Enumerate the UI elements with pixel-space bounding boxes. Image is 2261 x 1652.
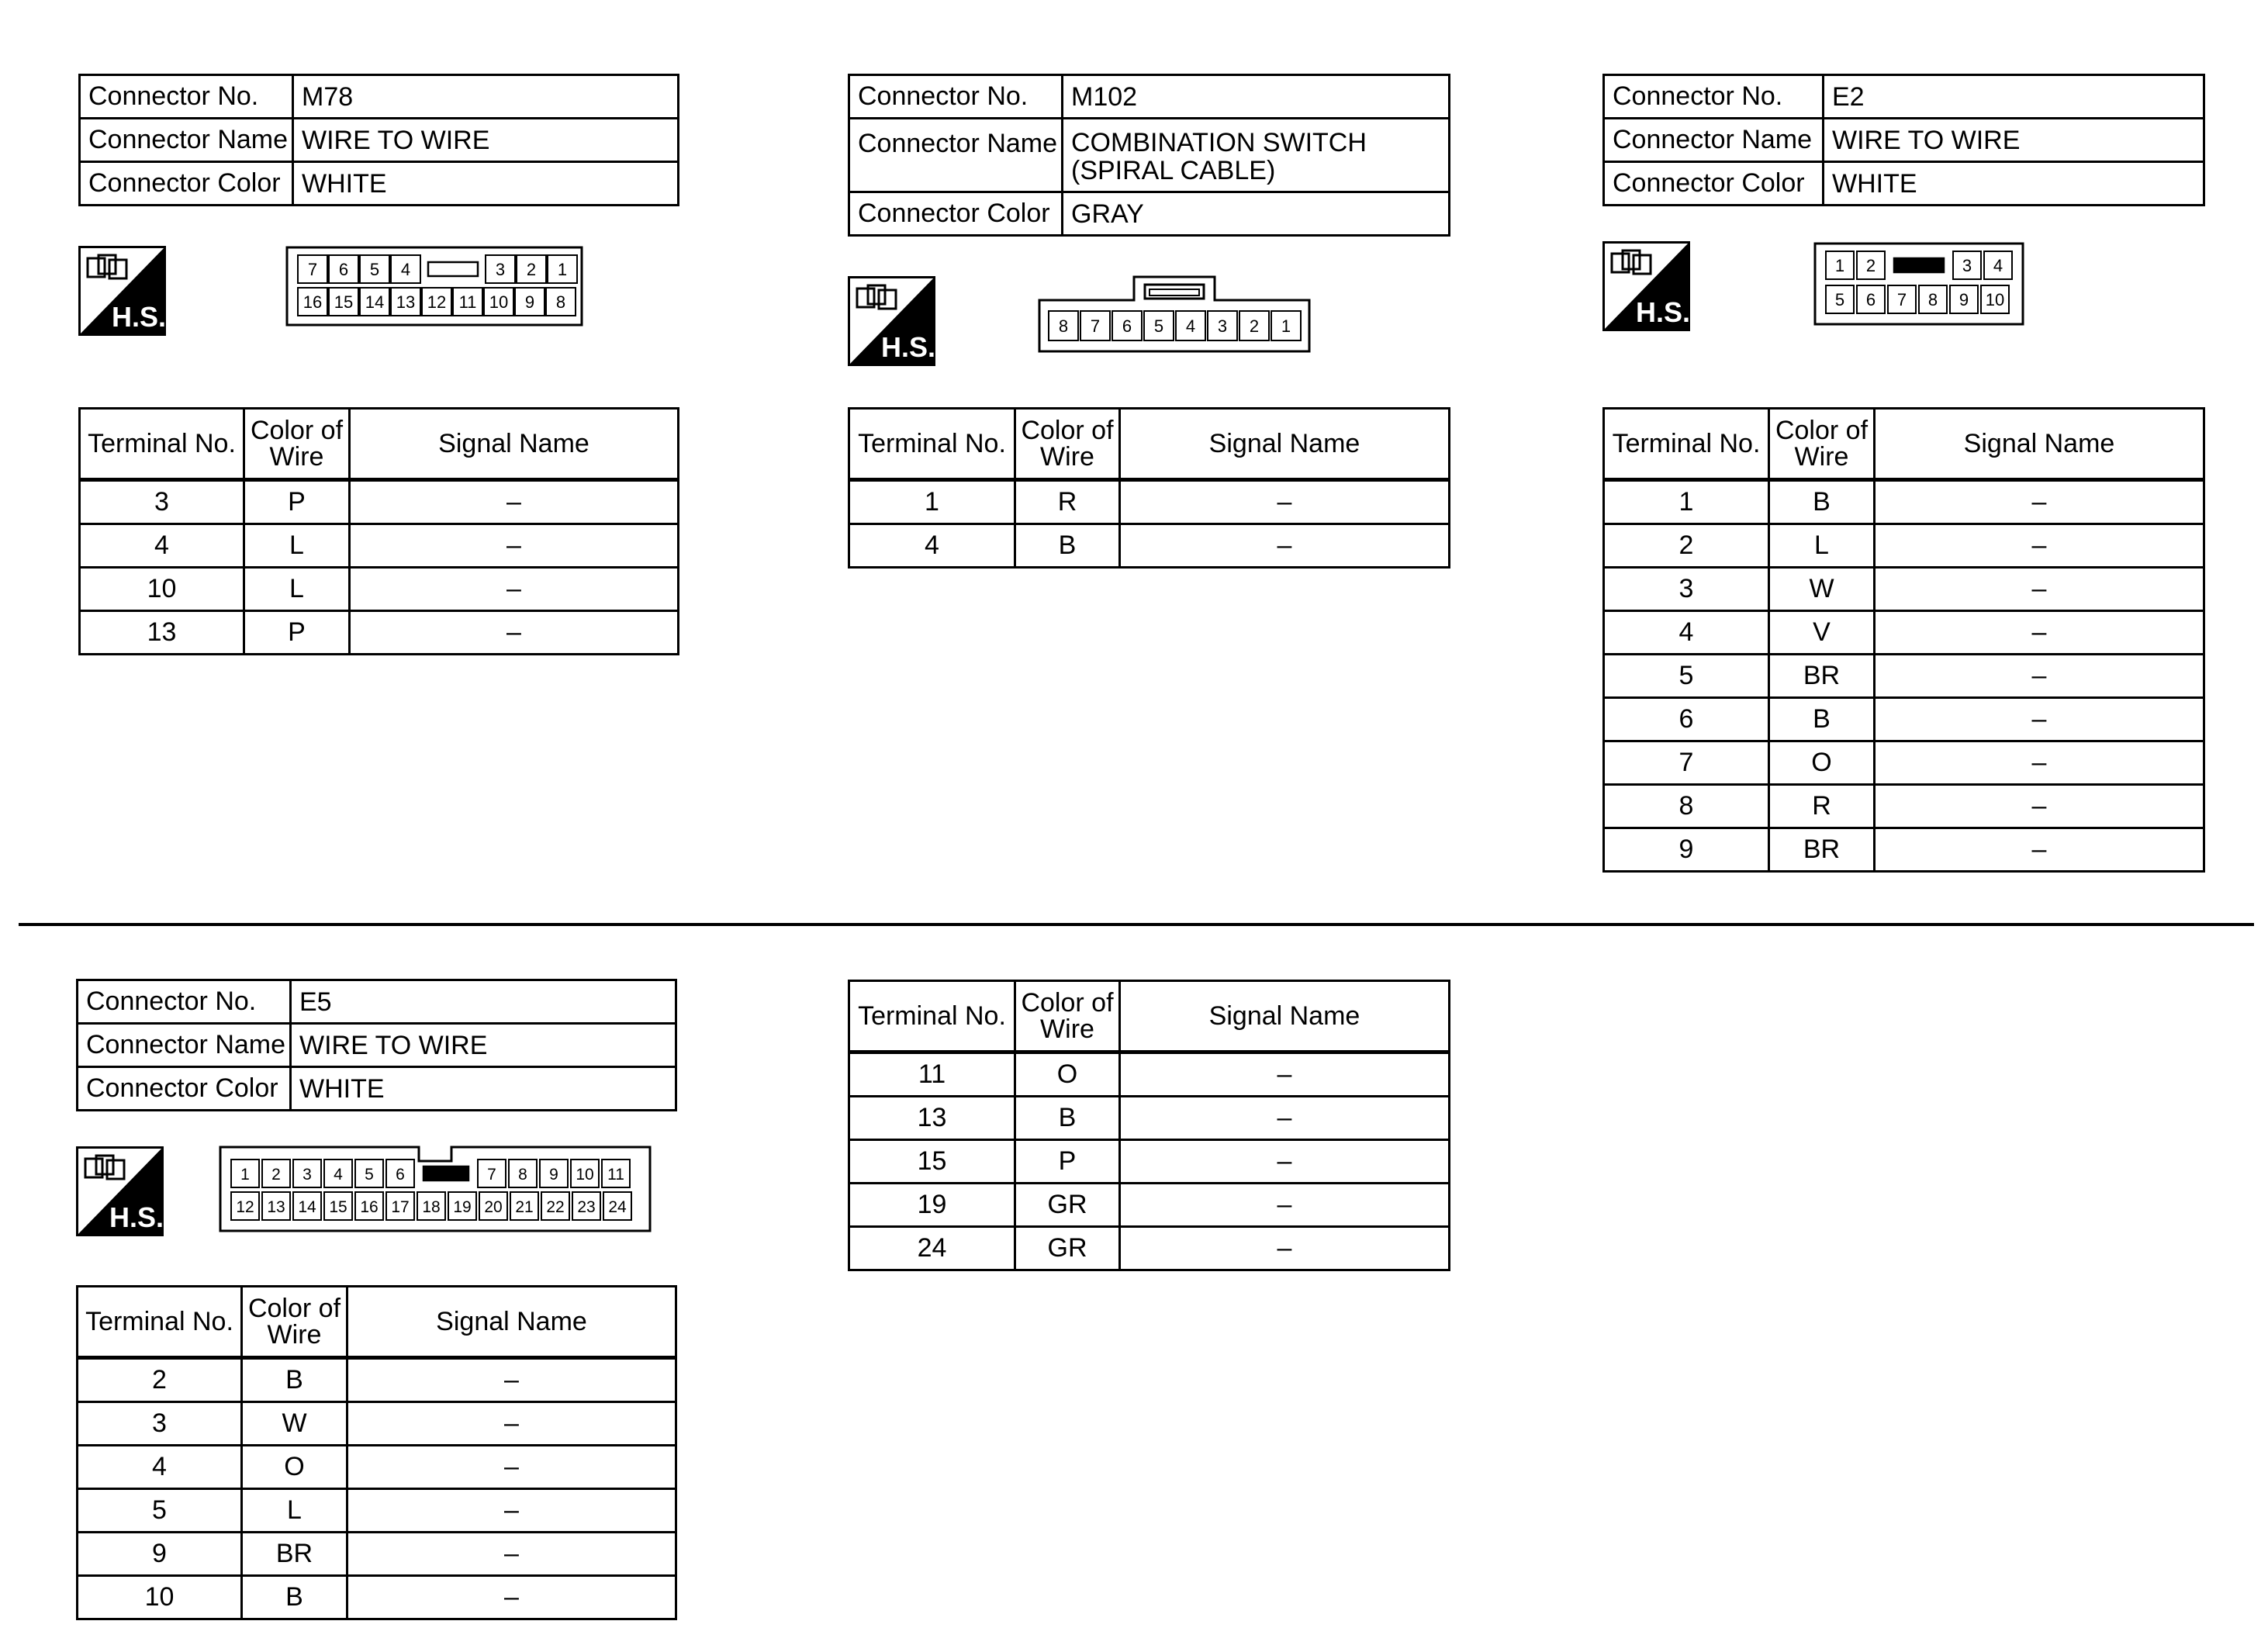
- pin-number: 12: [427, 292, 447, 312]
- signal-name-cell: –: [1875, 655, 2204, 698]
- wire-color-cell: GR: [1015, 1227, 1120, 1270]
- label-connector-name: Connector Name: [80, 119, 293, 162]
- label-connector-no: Connector No.: [78, 980, 291, 1024]
- pin-number: 5: [1153, 316, 1164, 336]
- pin-number: 22: [546, 1198, 565, 1216]
- pin-number: 4: [1993, 256, 2003, 275]
- table-row: [1604, 524, 2204, 568]
- signal-name-cell: –: [350, 480, 679, 524]
- wire-color-cell: BR: [1769, 655, 1875, 698]
- header-terminal-no: Terminal No.: [849, 981, 1015, 1052]
- wire-color-cell: P: [244, 480, 350, 524]
- wire-color-cell: V: [1769, 611, 1875, 655]
- pin-number: 18: [422, 1198, 441, 1216]
- signal-name-cell: –: [1120, 524, 1450, 568]
- table-row: [1604, 785, 2204, 828]
- header-signal-name: Signal Name: [1875, 409, 2204, 480]
- connector-no-value: E5: [291, 980, 676, 1024]
- table-row: [80, 480, 679, 524]
- pin-number: 2: [271, 1166, 281, 1184]
- pin-number: 1: [557, 260, 568, 279]
- signal-name-cell: –: [347, 1402, 676, 1446]
- table-row: [849, 1140, 1450, 1184]
- pin-number: 7: [1090, 316, 1101, 336]
- wire-color-cell: L: [244, 568, 350, 611]
- table-row: [1604, 828, 2204, 872]
- terminal-no-cell: 9: [1604, 828, 1769, 872]
- wire-color-cell: W: [1769, 568, 1875, 611]
- wire-color-cell: B: [1769, 480, 1875, 524]
- table-row: [849, 524, 1450, 568]
- signal-name-cell: –: [347, 1489, 676, 1533]
- wire-color-cell: P: [244, 611, 350, 655]
- signal-name-cell: –: [347, 1358, 676, 1402]
- pin-number: 24: [608, 1198, 627, 1216]
- table-row: [1604, 698, 2204, 741]
- pin-number: 13: [267, 1198, 285, 1216]
- connector-m102-info: [848, 74, 1450, 237]
- terminal-no-cell: 3: [1604, 568, 1769, 611]
- pin-number: 6: [338, 260, 349, 279]
- pin-number: 2: [1249, 316, 1260, 336]
- pin-number: 10: [489, 292, 509, 312]
- wire-color-cell: B: [1015, 1097, 1120, 1140]
- header-color-of-wire: Color of Wire: [1769, 409, 1875, 480]
- wire-color-cell: R: [1015, 480, 1120, 524]
- pin-number: 6: [1122, 316, 1132, 336]
- hs-label: H.S.: [880, 331, 935, 363]
- terminal-no-cell: 5: [1604, 655, 1769, 698]
- wire-color-cell: O: [1769, 741, 1875, 785]
- signal-name-cell: –: [350, 568, 679, 611]
- header-color-of-wire: Color of Wire: [1015, 981, 1120, 1052]
- harness-side-icon: [1602, 241, 1690, 331]
- signal-name-cell: –: [1875, 741, 2204, 785]
- terminal-no-cell: 13: [849, 1097, 1015, 1140]
- label-connector-name: Connector Name: [849, 119, 1063, 192]
- pin-number: 11: [458, 292, 477, 312]
- pin-number: 8: [1927, 290, 1938, 309]
- signal-name-cell: –: [347, 1533, 676, 1576]
- pin-number: 23: [577, 1198, 596, 1216]
- wire-color-cell: BR: [242, 1533, 347, 1576]
- connector-face-e5: [219, 1146, 652, 1232]
- pin-number: 17: [391, 1198, 410, 1216]
- pin-number: 3: [1217, 316, 1228, 336]
- pin-number: 15: [329, 1198, 347, 1216]
- terminal-no-cell: 3: [80, 480, 244, 524]
- signal-name-cell: –: [1875, 698, 2204, 741]
- pin-number: 7: [487, 1166, 496, 1184]
- table-row: [80, 568, 679, 611]
- header-color-of-wire: Color of Wire: [244, 409, 350, 480]
- terminal-table-m78: [78, 407, 679, 655]
- pin-number: 5: [1834, 290, 1845, 309]
- wire-color-cell: W: [242, 1402, 347, 1446]
- signal-name-cell: –: [1875, 480, 2204, 524]
- wire-color-cell: B: [242, 1358, 347, 1402]
- pin-number: 11: [607, 1166, 624, 1184]
- terminal-no-cell: 3: [78, 1402, 242, 1446]
- pin-number: 16: [303, 292, 323, 312]
- label-connector-name: Connector Name: [78, 1024, 291, 1067]
- terminal-table-e5-continued: [848, 980, 1450, 1271]
- header-signal-name: Signal Name: [350, 409, 679, 480]
- connector-no-value: M102: [1063, 75, 1450, 119]
- pin-number: 3: [495, 260, 506, 279]
- connector-face-m102: [1038, 275, 1311, 353]
- pin-number: 3: [1962, 256, 1972, 275]
- label-connector-color: Connector Color: [1604, 162, 1824, 206]
- header-terminal-no: Terminal No.: [80, 409, 244, 480]
- terminal-no-cell: 5: [78, 1489, 242, 1533]
- connector-color-value: GRAY: [1063, 192, 1450, 236]
- label-connector-no: Connector No.: [849, 75, 1063, 119]
- terminal-no-cell: 10: [78, 1576, 242, 1619]
- pin-number: 14: [298, 1198, 316, 1216]
- pin-number: 2: [1865, 256, 1876, 275]
- terminal-no-cell: 2: [78, 1358, 242, 1402]
- pin-number: 8: [1058, 316, 1069, 336]
- wire-color-cell: L: [242, 1489, 347, 1533]
- table-row: [849, 1184, 1450, 1227]
- table-row: [1604, 480, 2204, 524]
- hs-label: H.S.: [111, 301, 166, 333]
- connector-no-value: M78: [293, 75, 679, 119]
- terminal-no-cell: 11: [849, 1052, 1015, 1097]
- pin-number: 1: [1281, 316, 1291, 336]
- connector-face-e2: [1813, 242, 2024, 326]
- label-connector-no: Connector No.: [1604, 75, 1824, 119]
- signal-name-cell: –: [1875, 568, 2204, 611]
- signal-name-cell: –: [347, 1446, 676, 1489]
- pin-number: 6: [396, 1166, 405, 1184]
- wire-color-cell: B: [1015, 524, 1120, 568]
- terminal-no-cell: 15: [849, 1140, 1015, 1184]
- table-row: [849, 480, 1450, 524]
- terminal-no-cell: 9: [78, 1533, 242, 1576]
- terminal-no-cell: 4: [78, 1446, 242, 1489]
- header-signal-name: Signal Name: [1120, 981, 1450, 1052]
- label-connector-no: Connector No.: [80, 75, 293, 119]
- pin-number: 9: [549, 1166, 558, 1184]
- connector-name-value: WIRE TO WIRE: [291, 1024, 676, 1067]
- pin-number: 20: [484, 1198, 503, 1216]
- signal-name-cell: –: [1875, 524, 2204, 568]
- label-connector-color: Connector Color: [849, 192, 1063, 236]
- pin-number: 4: [1185, 316, 1196, 336]
- connector-name-value: WIRE TO WIRE: [293, 119, 679, 162]
- pin-number: 15: [334, 292, 354, 312]
- table-row: [78, 1576, 676, 1619]
- wire-color-cell: P: [1015, 1140, 1120, 1184]
- table-row: [1604, 568, 2204, 611]
- wire-color-cell: B: [242, 1576, 347, 1619]
- wire-color-cell: BR: [1769, 828, 1875, 872]
- terminal-no-cell: 4: [1604, 611, 1769, 655]
- connector-m78-info: [78, 74, 679, 206]
- terminal-no-cell: 8: [1604, 785, 1769, 828]
- signal-name-cell: –: [1120, 1097, 1450, 1140]
- pin-number: 14: [365, 292, 385, 312]
- pin-number: 21: [515, 1198, 534, 1216]
- hs-label: H.S.: [109, 1201, 164, 1233]
- wire-color-cell: L: [244, 524, 350, 568]
- table-row: [1604, 611, 2204, 655]
- table-row: [78, 1446, 676, 1489]
- terminal-no-cell: 19: [849, 1184, 1015, 1227]
- pin-number: 5: [365, 1166, 374, 1184]
- pin-number: 2: [526, 260, 537, 279]
- signal-name-cell: –: [350, 524, 679, 568]
- table-row: [80, 611, 679, 655]
- pin-number: 4: [400, 260, 411, 279]
- terminal-no-cell: 13: [80, 611, 244, 655]
- harness-side-icon: [78, 246, 166, 336]
- terminal-no-cell: 10: [80, 568, 244, 611]
- table-row: [78, 1533, 676, 1576]
- wire-color-cell: O: [1015, 1052, 1120, 1097]
- table-row: [1604, 741, 2204, 785]
- connector-lock: [428, 262, 478, 276]
- label-connector-color: Connector Color: [78, 1067, 291, 1111]
- connector-color-value: WHITE: [293, 162, 679, 206]
- table-row: [78, 1358, 676, 1402]
- table-row: [78, 1489, 676, 1533]
- pin-number: 4: [334, 1166, 343, 1184]
- connector-no-value: E2: [1824, 75, 2204, 119]
- harness-side-icon: [76, 1146, 164, 1236]
- terminal-no-cell: 1: [1604, 480, 1769, 524]
- header-color-of-wire: Color of Wire: [242, 1287, 347, 1358]
- wire-color-cell: O: [242, 1446, 347, 1489]
- wire-color-cell: L: [1769, 524, 1875, 568]
- connector-name-value: WIRE TO WIRE: [1824, 119, 2204, 162]
- signal-name-cell: –: [1875, 611, 2204, 655]
- table-row: [849, 1052, 1450, 1097]
- pin-number: 16: [360, 1198, 379, 1216]
- section-divider: [19, 923, 2254, 926]
- table-row: [80, 524, 679, 568]
- pin-number: 13: [396, 292, 416, 312]
- connector-e2-info: [1602, 74, 2205, 206]
- pin-number: 1: [240, 1166, 250, 1184]
- connector-lock: [1894, 258, 1944, 272]
- pin-number: 10: [1985, 290, 2005, 309]
- connector-name-value: COMBINATION SWITCH (SPIRAL CABLE): [1063, 119, 1450, 192]
- harness-side-icon: [848, 276, 935, 366]
- pin-number: 7: [1896, 290, 1907, 309]
- signal-name-cell: –: [350, 611, 679, 655]
- signal-name-cell: –: [1875, 785, 2204, 828]
- pin-number: 12: [236, 1198, 254, 1216]
- label-connector-color: Connector Color: [80, 162, 293, 206]
- header-signal-name: Signal Name: [1120, 409, 1450, 480]
- connector-color-value: WHITE: [291, 1067, 676, 1111]
- table-row: [849, 1227, 1450, 1270]
- header-terminal-no: Terminal No.: [849, 409, 1015, 480]
- terminal-no-cell: 6: [1604, 698, 1769, 741]
- signal-name-cell: –: [1875, 828, 2204, 872]
- terminal-table-e5: [76, 1285, 677, 1620]
- terminal-table-m102: [848, 407, 1450, 569]
- pin-number: 9: [1958, 290, 1969, 309]
- pin-number: 3: [303, 1166, 312, 1184]
- pin-number: 8: [518, 1166, 527, 1184]
- header-signal-name: Signal Name: [347, 1287, 676, 1358]
- terminal-no-cell: 2: [1604, 524, 1769, 568]
- pin-number: 6: [1865, 290, 1876, 309]
- wire-color-cell: B: [1769, 698, 1875, 741]
- pin-number: 10: [576, 1166, 594, 1184]
- pin-number: 5: [369, 260, 380, 279]
- header-color-of-wire: Color of Wire: [1015, 409, 1120, 480]
- pin-number: 9: [524, 292, 535, 312]
- table-row: [849, 1097, 1450, 1140]
- signal-name-cell: –: [1120, 1184, 1450, 1227]
- header-terminal-no: Terminal No.: [78, 1287, 242, 1358]
- terminal-no-cell: 7: [1604, 741, 1769, 785]
- pin-number: 8: [555, 292, 566, 312]
- connector-lock: [424, 1166, 468, 1180]
- signal-name-cell: –: [1120, 480, 1450, 524]
- signal-name-cell: –: [347, 1576, 676, 1619]
- terminal-no-cell: 24: [849, 1227, 1015, 1270]
- signal-name-cell: –: [1120, 1052, 1450, 1097]
- terminal-no-cell: 1: [849, 480, 1015, 524]
- wire-color-cell: R: [1769, 785, 1875, 828]
- pin-number: 1: [1834, 256, 1845, 275]
- signal-name-cell: –: [1120, 1140, 1450, 1184]
- table-row: [78, 1402, 676, 1446]
- signal-name-cell: –: [1120, 1227, 1450, 1270]
- connector-e5-info: [76, 979, 677, 1111]
- connector-face-m78: [285, 246, 583, 327]
- pin-number: 19: [453, 1198, 472, 1216]
- terminal-no-cell: 4: [80, 524, 244, 568]
- terminal-no-cell: 4: [849, 524, 1015, 568]
- table-row: [1604, 655, 2204, 698]
- connector-color-value: WHITE: [1824, 162, 2204, 206]
- header-terminal-no: Terminal No.: [1604, 409, 1769, 480]
- terminal-table-e2: [1602, 407, 2205, 873]
- hs-label: H.S.: [1635, 296, 1690, 328]
- pin-number: 7: [307, 260, 318, 279]
- label-connector-name: Connector Name: [1604, 119, 1824, 162]
- wire-color-cell: GR: [1015, 1184, 1120, 1227]
